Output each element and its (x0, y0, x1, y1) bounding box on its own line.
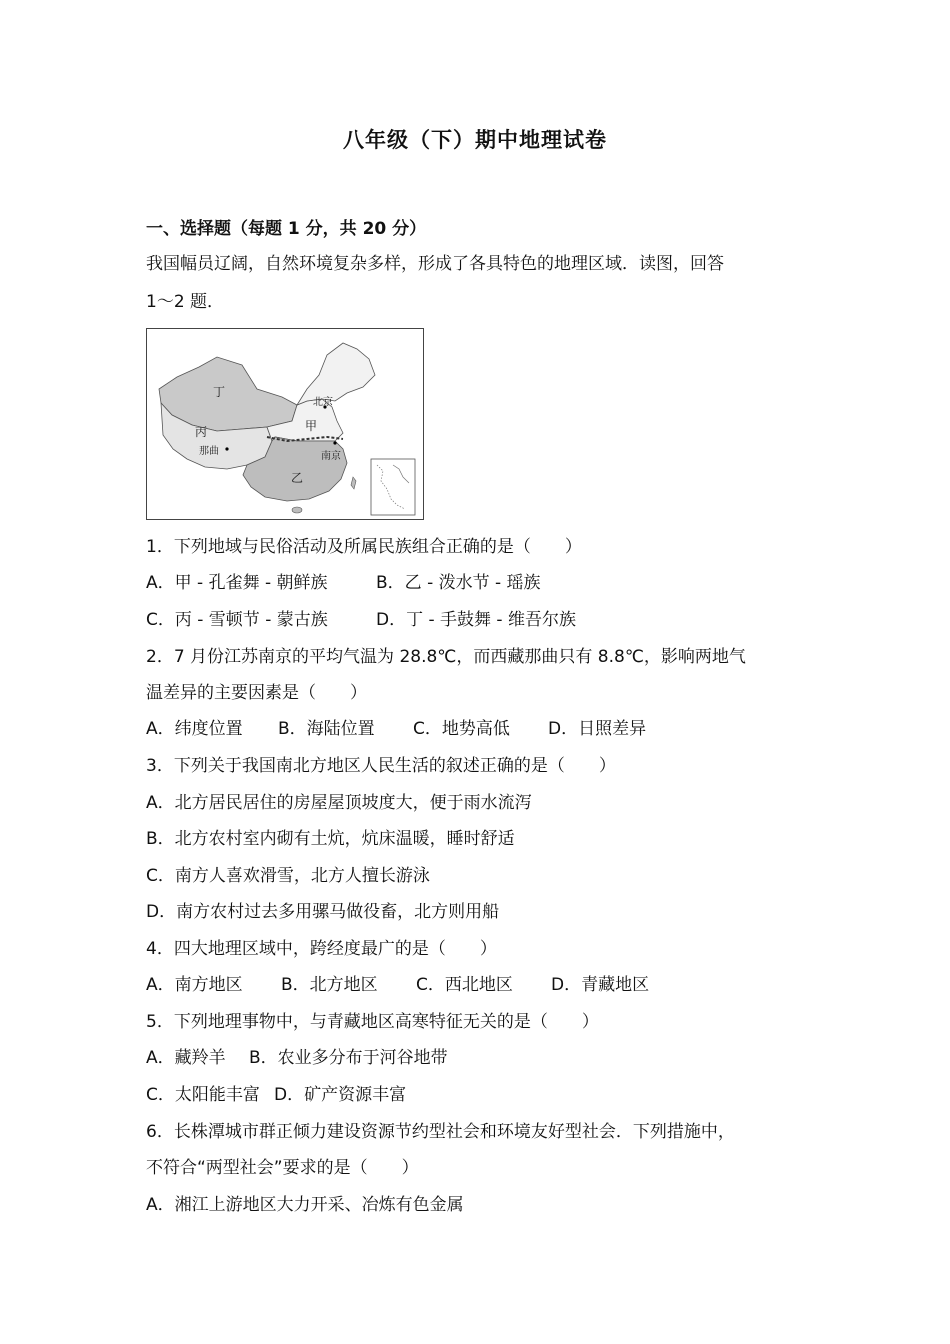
map-label-jia: 甲 (305, 419, 318, 433)
map-label-bing: 丙 (195, 425, 208, 439)
question-6-option-a: A．湘江上游地区大力开采、冶炼有色金属 (146, 1195, 464, 1215)
question-3-option-d: D．南方农村过去多用骡马做役畜，北方则用船 (146, 902, 500, 922)
option-d: D．日照差异 (548, 719, 647, 739)
map-label-ding: 丁 (213, 385, 226, 399)
option-d: D．青藏地区 (551, 975, 650, 995)
map-label-naqu: 那曲 (199, 446, 219, 457)
question-3-option-c: C．南方人喜欢滑雪，北方人擅长游泳 (146, 866, 430, 886)
question-1-options-row-1 (146, 571, 541, 595)
option-d: D．丁 - 手鼓舞 - 维吾尔族 (376, 610, 576, 630)
option-a: A．南方地区 (146, 975, 243, 995)
question-3-option-b: B．北方农村室内砌有土炕，炕床温暖，睡时舒适 (146, 829, 515, 849)
map-graphic (147, 329, 422, 518)
option-b: B．乙 - 泼水节 - 瑶族 (376, 573, 541, 593)
option-d: D．矿产资源丰富 (274, 1085, 407, 1105)
page-title: 八年级（下）期中地理试卷 (343, 128, 607, 152)
option-c: C．西北地区 (416, 975, 513, 995)
question-5-stem: 5．下列地理事物中，与青藏地区高寒特征无关的是（ ） (146, 1012, 599, 1032)
question-4-options (146, 973, 649, 997)
china-region-map (146, 328, 424, 520)
question-4-stem: 4．四大地理区域中，跨经度最广的是（ ） (146, 939, 497, 959)
question-5-options-row-2 (146, 1083, 406, 1107)
question-1-stem: 1．下列地域与民俗活动及所属民族组合正确的是（ ） (146, 537, 582, 557)
option-b: B．北方地区 (281, 975, 378, 995)
question-5-options-row-1 (146, 1046, 448, 1070)
option-c: C．丙 - 雪顿节 - 蒙古族 (146, 610, 328, 630)
intro-line-2: 1～2 题． (146, 292, 225, 312)
intro-line-1: 我国幅员辽阔，自然环境复杂多样，形成了各具特色的地理区域．读图，回答 (146, 254, 724, 274)
section-heading: 一、选择题（每题 1 分，共 20 分） (146, 219, 427, 239)
question-3-stem: 3．下列关于我国南北方地区人民生活的叙述正确的是（ ） (146, 756, 616, 776)
option-c: C．太阳能丰富 (146, 1085, 260, 1105)
option-a: A．甲 - 孔雀舞 - 朝鲜族 (146, 573, 328, 593)
question-6-stem-line-2: 不符合“两型社会”要求的是（ ） (146, 1158, 419, 1178)
question-3-option-a: A．北方居民居住的房屋屋顶坡度大，便于雨水流泻 (146, 793, 532, 813)
question-1-options-row-2 (146, 608, 576, 632)
question-2-options (146, 717, 646, 741)
option-b: B．农业多分布于河谷地带 (249, 1048, 448, 1068)
option-a: A．纬度位置 (146, 719, 243, 739)
map-label-nanjing: 南京 (321, 451, 341, 462)
map-label-beijing: 北京 (313, 397, 333, 408)
option-c: C．地势高低 (413, 719, 510, 739)
question-2-stem-line-1: 2．7 月份江苏南京的平均气温为 28.8℃，而西藏那曲只有 8.8℃，影响两地气 (146, 647, 746, 667)
question-6-stem-line-1: 6．长株潭城市群正倾力建设资源节约型社会和环境友好型社会．下列措施中， (146, 1122, 735, 1142)
question-2-stem-line-2: 温差异的主要因素是（ ） (146, 683, 367, 703)
map-label-yi: 乙 (291, 471, 304, 485)
option-a: A．藏羚羊 (146, 1048, 226, 1068)
option-b: B．海陆位置 (278, 719, 375, 739)
